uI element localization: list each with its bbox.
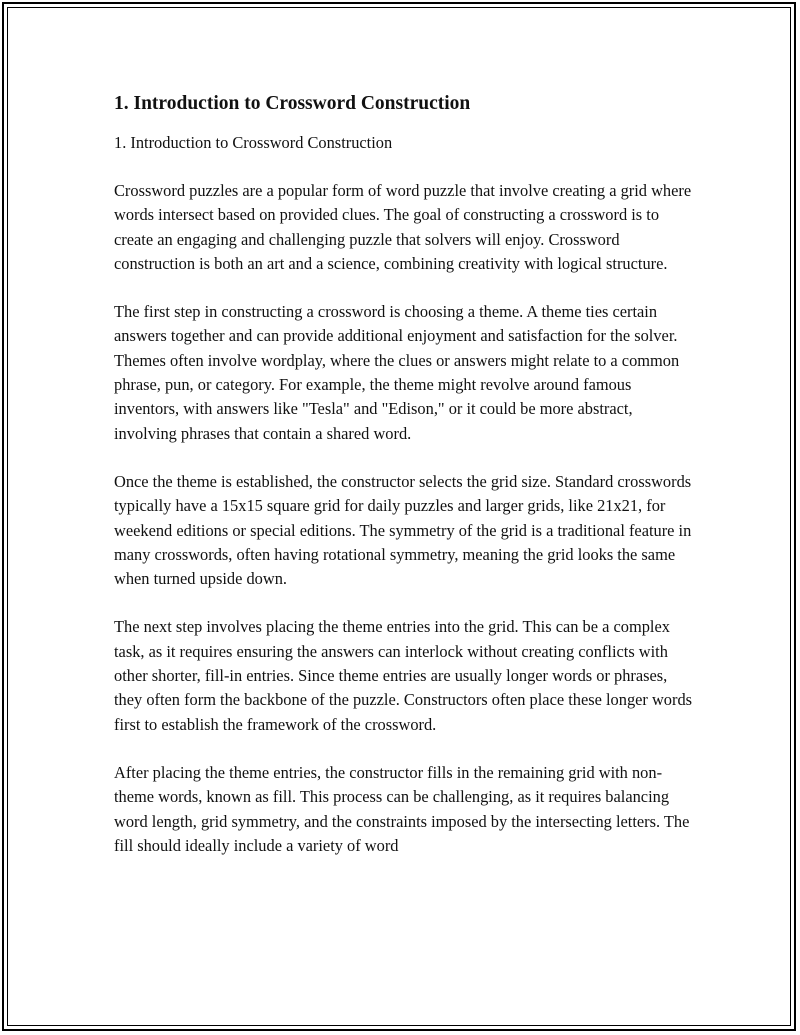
paragraph-theme-entries: The next step involves placing the theme entries into the grid. This can be a complex task, as it requires ensuring the answers can interlock without creating conflicts with other shorter, fill-in entries. Since theme entries are usually longer words or phrases, they often form the backbone of the puzzle. Constructors often place these longer words first to establish the framework of the crossword. (114, 617, 693, 734)
page-title: 1. Introduction to Crossword Construction (114, 93, 471, 114)
paragraph-theme: The first step in constructing a crossword is choosing a theme. A theme ties certain answers together and can provide additional enjoyment and satisfaction for the solver. Themes often involve wordplay, where the clues or answers might relate to a common phrase, pun, or category. For example, the theme might revolve around famous inventors, with answers like "Tesla" and "Edison," or it could be more abstract, involving phrases that contain a shared word. (114, 302, 680, 443)
document-body (114, 92, 694, 882)
section-subtitle: 1. Introduction to Crossword Construction (114, 133, 393, 152)
paragraph-fill: After placing the theme entries, the constructor fills in the remaining grid with non-theme words, known as fill. This process can be challenging, as it requires balancing word length, grid symmetry, and the constraints imposed by the intersecting letters. The fill should ideally include a variety of word (114, 762, 690, 855)
paragraph-grid-size: Once the theme is established, the constructor selects the grid size. Standard crosswords typically have a 15x15 square grid for daily puzzles and larger grids, like 21x21, for weekend editions or special editions. The symmetry of the grid is a traditional feature in many crosswords, often having rotational symmetry, meaning the grid looks the same when turned upside down. (114, 471, 692, 589)
paragraph-intro: Crossword puzzles are a popular form of word puzzle that involve creating a grid where words intersect based on provided clues. The goal of constructing a crossword is to create an engaging and challenging puzzle that solvers will enjoy. Crossword construction is both an art and a science, combining creativity with logical structure. (114, 181, 692, 273)
